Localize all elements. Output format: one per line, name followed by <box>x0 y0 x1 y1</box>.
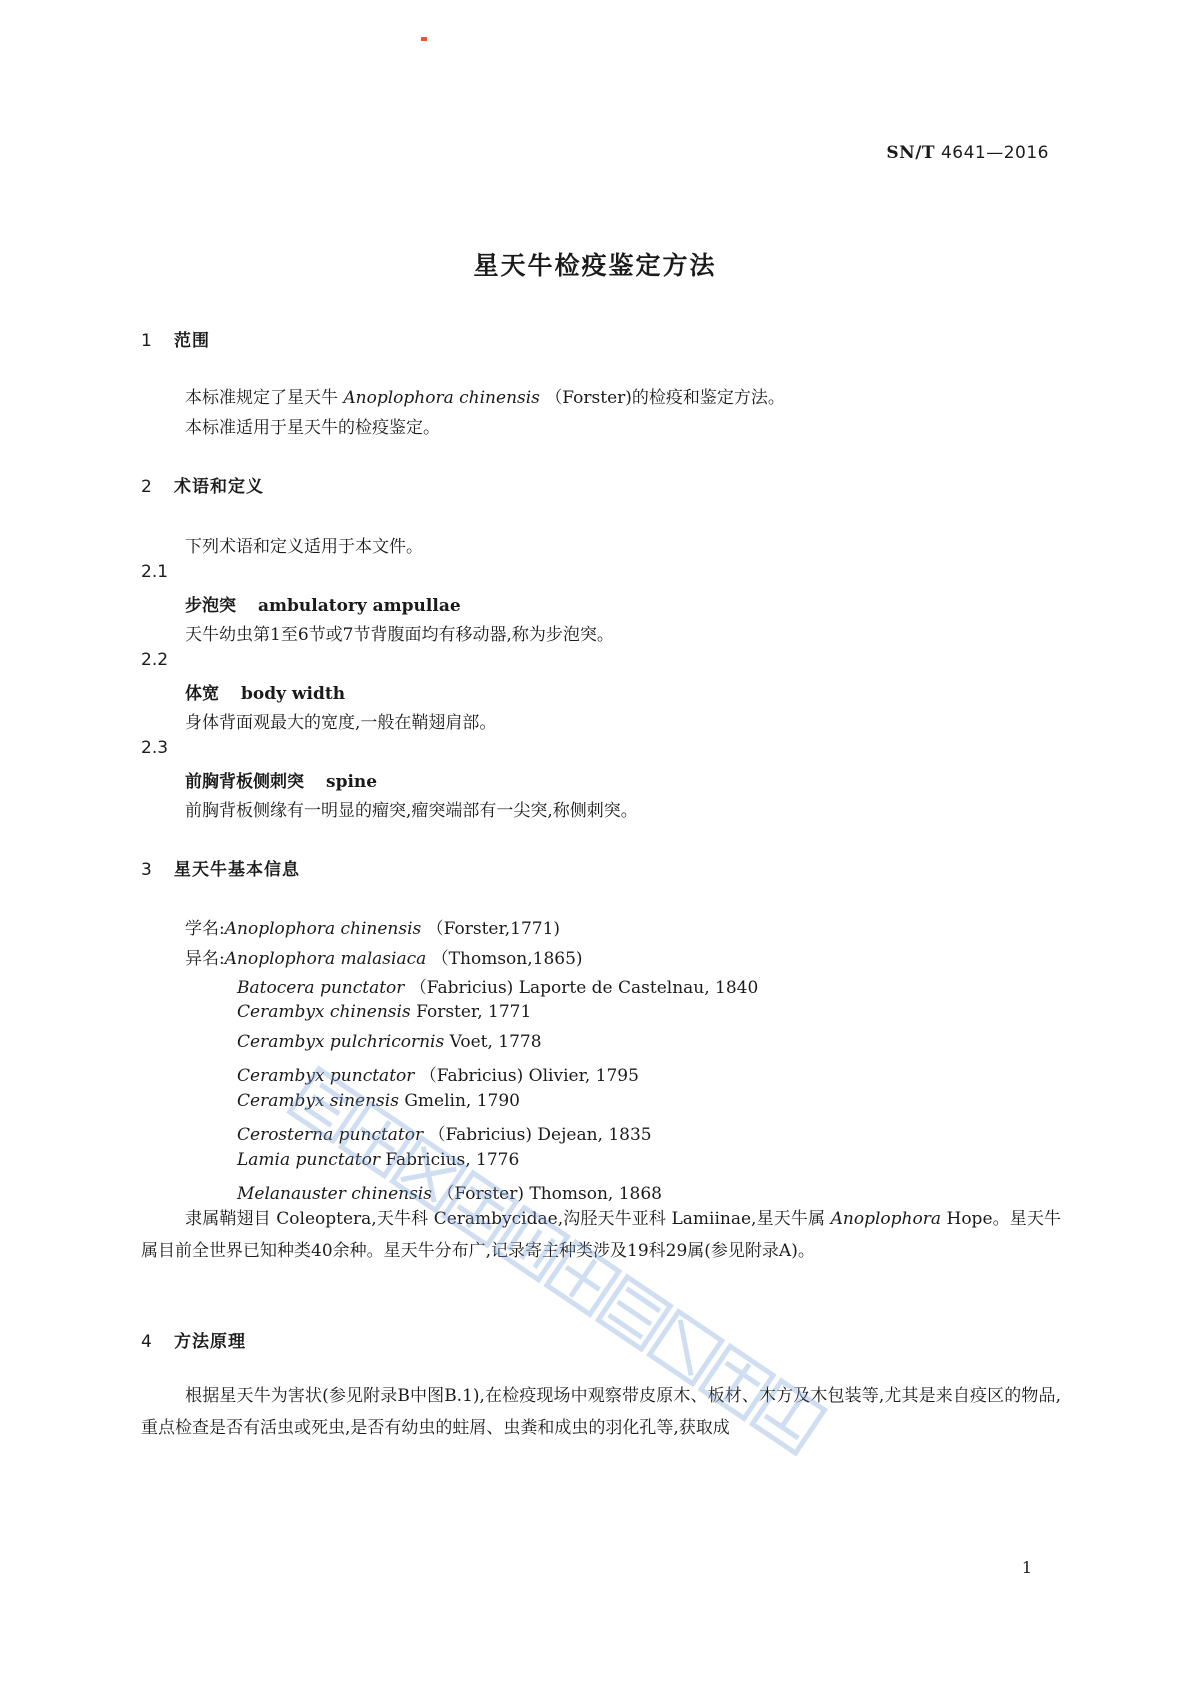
section-1-heading: 1 范围 <box>141 331 210 351</box>
term-definition: 前胸背板侧缘有一明显的瘤突,瘤突端部有一尖突,称侧刺突。 <box>185 801 638 821</box>
section-1-paragraph-2: 本标准适用于星天牛的检疫鉴定。 <box>185 418 440 438</box>
synonym-item: Cerosterna punctator （Fabricius) Dejean, 1835 <box>237 1125 652 1145</box>
scientific-name: 学名:Anoplophora chinensis （Forster,1771) <box>185 919 561 939</box>
synonym-first: 异名:Anoplophora malasiaca （Thomson,1865) <box>185 949 583 969</box>
section-4-paragraph: 根据星天牛为害状(参见附录B中图B.1),在检疫现场中观察带皮原木、板材、木方及木包装等,尤其是来自疫区的物品,重点检查是否有活虫或死虫,是否有幼虫的蛀屑、虫粪和成虫的羽化孔等,获取成 <box>141 1386 1061 1438</box>
term-definition: 身体背面观最大的宽度,一般在鞘翅肩部。 <box>185 713 497 733</box>
synonym-item: Cerambyx pulchricornis Voet, 1778 <box>237 1032 542 1052</box>
synonym-item: Cerambyx chinensis Forster, 1771 <box>237 1002 532 1022</box>
section-3-paragraph: 隶属鞘翅目 Coleoptera,天牛科 Cerambycidae,沟胫天牛亚科 Lamiinae,星天牛属 Anoplophora Hope。星天牛属目前全世界已知种类40余种。星天牛分布广,记录寄主种类涉及19科29属(参见附录A)。 <box>141 1209 1062 1261</box>
page-number: 1 <box>1021 1558 1032 1577</box>
section-1-paragraph-1: 本标准规定了星天牛 Anoplophora chinensis （Forster)的检疫和鉴定方法。 <box>185 388 785 408</box>
synonym-item: Cerambyx punctator （Fabricius) Olivier, 1795 <box>237 1066 639 1086</box>
synonym-item: Lamia punctator Fabricius, 1776 <box>237 1150 520 1170</box>
synonym-item: Batocera punctator （Fabricius) Laporte de Castelnau, 1840 <box>237 978 759 998</box>
section-4-heading: 4 方法原理 <box>141 1332 246 1352</box>
section-2-heading: 2 术语和定义 <box>141 477 264 497</box>
term-heading: 体宽 body width <box>185 684 346 704</box>
synonym-item: Cerambyx sinensis Gmelin, 1790 <box>237 1091 520 1111</box>
synonym-item: Melanauster chinensis （Forster) Thomson, 1868 <box>237 1184 663 1204</box>
term-number: 2.3 <box>141 738 169 758</box>
corner-mark <box>421 37 427 41</box>
term-heading: 前胸背板侧刺突 spine <box>185 772 378 792</box>
term-definition: 天牛幼虫第1至6节或7节背腹面均有移动器,称为步泡突。 <box>185 625 614 645</box>
document-title: 星天牛检疫鉴定方法 <box>473 251 717 280</box>
term-number: 2.1 <box>141 562 169 582</box>
standard-number: SN/T 4641—2016 <box>886 143 1049 163</box>
section-2-intro: 下列术语和定义适用于本文件。 <box>185 537 423 557</box>
term-heading: 步泡突 ambulatory ampullae <box>185 596 461 616</box>
section-3-heading: 3 星天牛基本信息 <box>141 860 300 880</box>
term-number: 2.2 <box>141 650 169 670</box>
